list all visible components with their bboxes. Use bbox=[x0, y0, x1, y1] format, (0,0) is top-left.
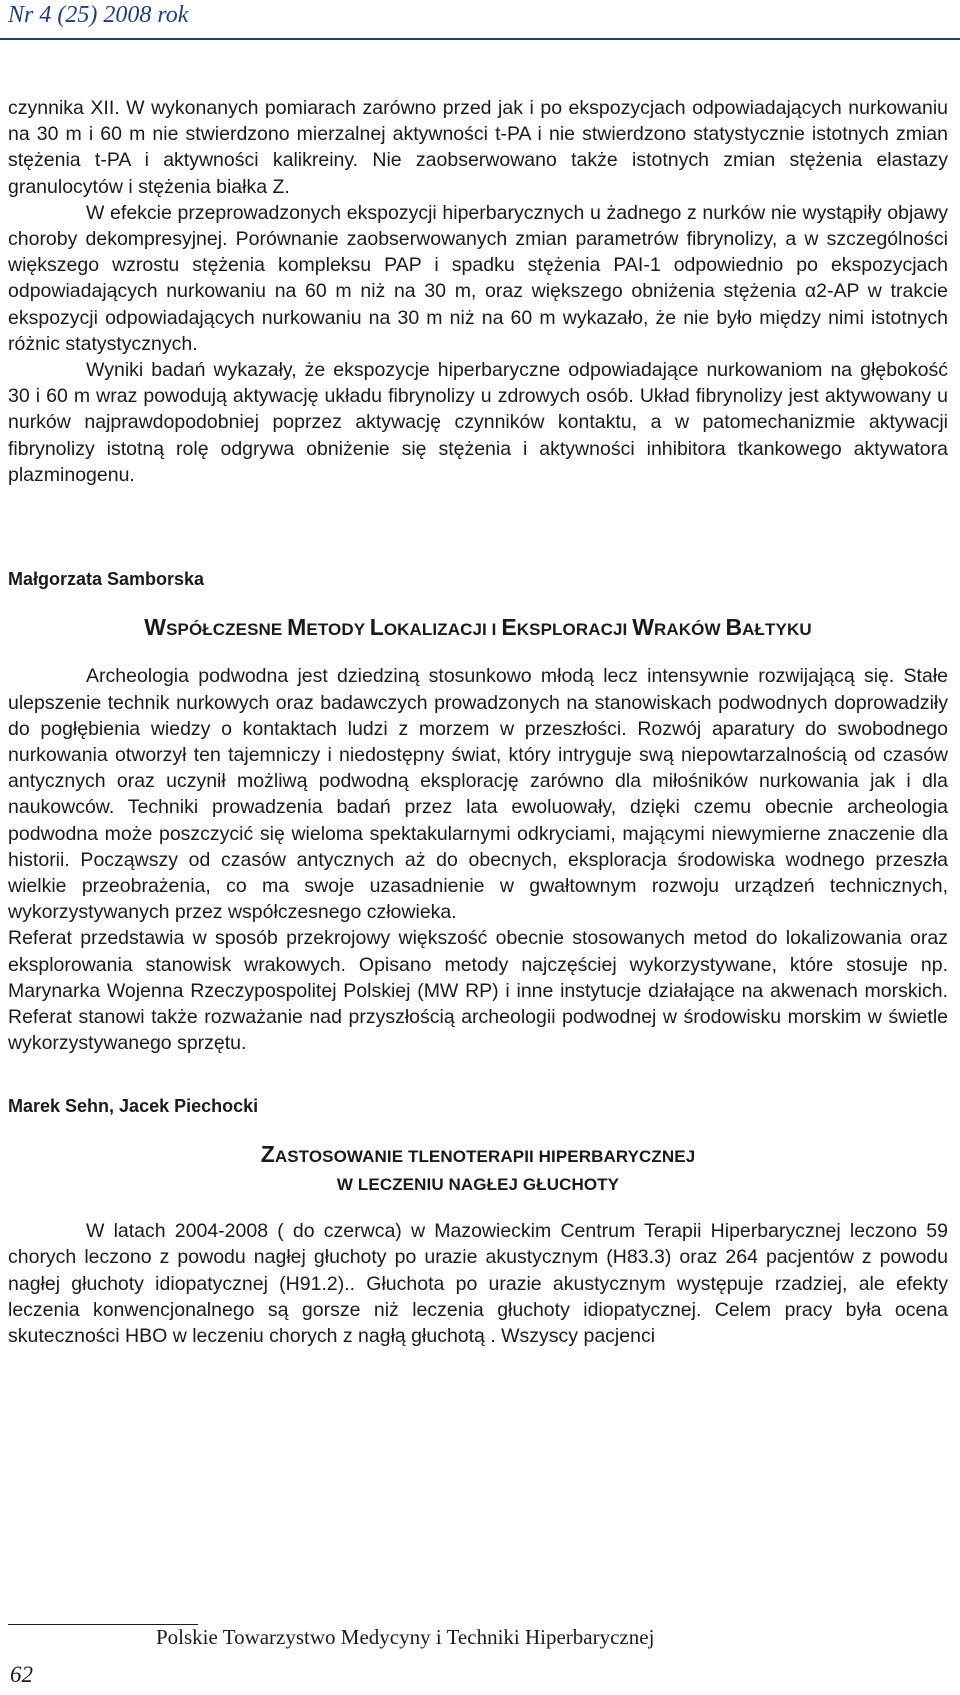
title-fragment: KSPLORACJI bbox=[516, 620, 633, 640]
fibrinolysis-paragraph-3: Wyniki badań wykazały, że ekspozycje hiperbaryczne odpowiadające nurkowaniom na głębokość 30 i 60 m wraz powodują aktywację układu fibrynolizy u zdrowych osób. Układ fibrynolizy jest aktywowany u nurków najprawdopodobniej poprzez aktywację czynników kontaktu, a w patomechanizmie aktywacji fibrynolizy istotną rolę odgrywa obniżenie się stężenia i aktywności inhibitora tkankowego aktywatora plazminogenu. bbox=[8, 359, 948, 486]
title-fragment: AŁTYKU bbox=[742, 620, 812, 640]
fibrinolysis-paragraph-2: W efekcie przeprowadzonych ekspozycji hiperbarycznych u żadnego z nurków nie wystąpiły objawy choroby dekompresyjnej. Porównanie zaobserwowanych zmian parametrów fibrynolizy, a w szczególności większego wzrostu stężenia kompleksu PAP i spadku stężenia PAI-1 odpowiednio po ekspozycjach odpowiadających nurkowaniu na 60 m niż na 30 m, oraz większego obniżenia stężenia α2-AP w trakcie ekspozycji odpowiadających nurkowaniu na 30 m niż na 60 m wykazało, że nie było między nimi istotnych różnic statystycznych. bbox=[8, 201, 948, 355]
title-fragment: L bbox=[369, 614, 384, 641]
author-samborska: Małgorzata Samborska bbox=[8, 569, 205, 590]
issue-label: Nr 4 (25) 2008 rok bbox=[8, 2, 189, 28]
page-header bbox=[0, 0, 960, 46]
title-fragment: SPÓŁCZESNE bbox=[166, 620, 288, 640]
author-sehn-piechocki: Marek Sehn, Jacek Piechocki bbox=[8, 1095, 259, 1116]
title-fragment: ASTOSOWANIE TLENOTERAPII HIPERBARYCZNEJ bbox=[274, 1146, 696, 1166]
fibrinolysis-paragraph-1: czynnika XII. W wykonanych pomiarach zarówno przed jak i po ekspozycjach odpowiadających nurkowaniu na 30 m i 60 m nie stwierdzono mierzalnej aktywności t-PA i nie stwierdzono statystycznie istotnych zmian stężenia t-PA i aktywności kalikreiny. Nie zaobserwowano także istotnych zmian stężenia elastazy granulocytów i stężenia białka Z. bbox=[8, 97, 948, 198]
spacer bbox=[8, 488, 948, 566]
title-fragment: W bbox=[632, 614, 655, 641]
title-fragment: RAKÓW bbox=[654, 620, 726, 640]
spacer bbox=[8, 1198, 948, 1218]
spacer bbox=[8, 592, 948, 614]
title-wrecks bbox=[8, 614, 948, 643]
article-content bbox=[8, 95, 948, 1349]
title-fragment: B bbox=[725, 614, 743, 641]
title-hbo-line-2: W LECZENIU NAGŁEJ GŁUCHOTY bbox=[336, 1174, 620, 1194]
spacer bbox=[8, 643, 948, 663]
page-number: 62 bbox=[10, 1662, 33, 1687]
spacer bbox=[8, 1119, 948, 1141]
title-hbo-line-1 bbox=[8, 1141, 948, 1170]
title-fragment: Z bbox=[260, 1140, 275, 1167]
title-fragment: ETODY bbox=[306, 620, 370, 640]
title-fragment: W bbox=[144, 614, 167, 641]
title-fragment: M bbox=[287, 614, 307, 641]
footer-society: Polskie Towarzystwo Medycyny i Techniki Hiperbarycznej bbox=[156, 1625, 655, 1649]
wrecks-paragraph-2: Referat przedstawia w sposób przekrojowy większość obecnie stosowanych metod do lokalizowania oraz eksplorowania stanowisk wrakowych. Opisano metody najczęściej wykorzystywane, które stosuje np. Marynarka Wojenna Rzeczypospolitej Polskiej (MW RP) i inne instytucje działające na akwenach morskich. Referat stanowi także rozważanie nad przyszłością archeologii podwodnej w środowisku morskim w świetle wykorzystywanego sprzętu. bbox=[8, 927, 948, 1055]
header-rule bbox=[0, 38, 960, 40]
hbo-paragraph-1: W latach 2004-2008 ( do czerwca) w Mazowieckim Centrum Terapii Hiperbarycznej leczono 59 chorych leczono z powodu nagłej głuchoty po urazie akustycznym (H83.3) oraz 264 pacjentów z powodu nagłej głuchoty idiopatycznej (H91.2).. Głuchota po urazie akustycznym występuje rzadziej, ale efekty leczenia konwencjonalnego są gorsze niż leczenia głuchoty idiopatycznej. Celem pracy była ocena skuteczności HBO w leczeniu chorych z nagłą głuchotą . Wszyscy pacjenci bbox=[8, 1220, 948, 1347]
spacer bbox=[8, 1057, 948, 1093]
wrecks-paragraph-1: Archeologia podwodna jest dziedziną stosunkowo młodą lecz intensywnie rozwijającą się. Stałe ulepszenie technik nurkowych oraz badawczych prowadzonych na stanowiskach podwodnych doprowadziły do pogłębienia wiedzy o kontaktach ludzi z morzem w przeszłości. Rozwój aparatury do swobodnego nurkowania otworzył ten tajemniczy i niedostępny świat, który intryguje swą niepowtarzalnością od czasów antycznych oraz uczynił możliwą podwodną eksplorację zarówno dla miłośników nurkowania jak i dla naukowców. Techniki prowadzenia badań przez lata ewoluowały, dzięki czemu obecnie archeologia podwodna może poszczycić się wieloma spektakularnymi odkryciami, mającymi niewymierne znaczenie dla historii. Począwszy od czasów antycznych aż do obecnych, eksploracja środowiska wodnego przeszła wielkie przeobrażenia, co ma swoje uzasadnienie w gwałtownym rozwoju urządzeń technicznych, wykorzystywanych przez współczesnego człowieka. bbox=[8, 665, 948, 924]
title-fragment: OKALIZACJI I bbox=[383, 620, 502, 640]
title-fragment: E bbox=[501, 614, 517, 641]
